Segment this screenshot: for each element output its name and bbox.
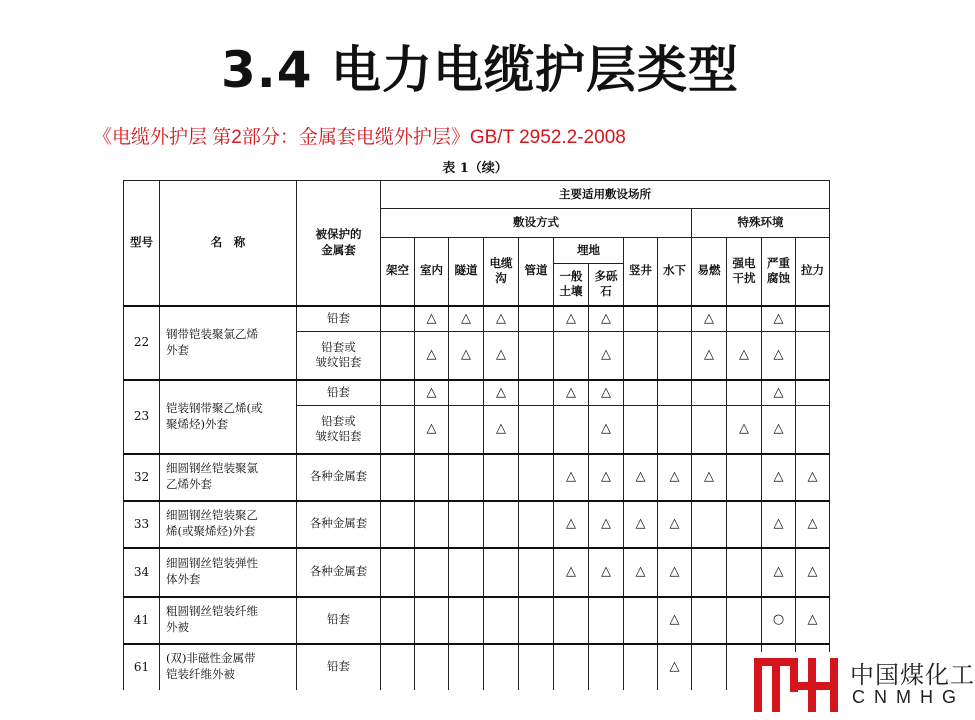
cell-sheath-line: 铅套: [327, 659, 350, 674]
header-protected-sheath: 被保护的 金属套: [297, 181, 381, 306]
table-header: [124, 181, 830, 306]
cell-mark: △: [692, 306, 727, 332]
cell-mark: △: [589, 332, 624, 380]
cell-mark: [449, 501, 484, 548]
cell-mark: [449, 454, 484, 501]
cell-mark: [796, 332, 830, 380]
cell-mark: [381, 332, 415, 380]
cell-mark: [624, 380, 658, 406]
cell-mark: [692, 597, 727, 644]
cell-mark: [519, 406, 554, 454]
cell-name-line: 细圆钢丝铠装弹性: [166, 556, 258, 571]
table-row: [124, 454, 830, 501]
cell-mark: △: [624, 548, 658, 597]
cell-mark: [796, 406, 830, 454]
cell-mark: [519, 644, 554, 690]
cell-mark: △: [589, 501, 624, 548]
cell-name-line: 乙烯外套: [166, 477, 212, 491]
cell-name: [160, 454, 297, 501]
cell-sheath: [297, 548, 381, 597]
cell-mark: [519, 306, 554, 332]
cell-sheath: [297, 454, 381, 501]
cell-sheath-line: 各种金属套: [309, 516, 368, 531]
cell-mark: △: [589, 306, 624, 332]
cell-mark: [415, 501, 449, 548]
cell-mark: △: [484, 332, 519, 380]
cell-mark: [727, 306, 762, 332]
cell-sheath-line: 铅套或: [321, 339, 356, 354]
cell-name-line: (双)非磁性金属带: [166, 651, 256, 666]
cell-mark: [381, 380, 415, 406]
cell-mark: △: [589, 406, 624, 454]
header-tunnel: 隧道: [449, 238, 484, 306]
cell-sheath: [297, 597, 381, 644]
cell-mark: △: [449, 332, 484, 380]
cell-sheath: [297, 332, 381, 380]
cell-mark: [692, 380, 727, 406]
cell-mark: [624, 406, 658, 454]
cell-sheath-line: 皱纹铝套: [315, 355, 362, 370]
header-special-environment: 特殊环境: [692, 209, 830, 238]
cell-model: 61: [124, 644, 160, 690]
cell-mark: [381, 548, 415, 597]
cell-name-line: 铠装钢带聚乙烯(或: [166, 400, 263, 415]
cell-mark: [727, 454, 762, 501]
cell-mark: [519, 548, 554, 597]
cell-mark: [727, 501, 762, 548]
cell-mark: △: [658, 597, 692, 644]
cell-sheath-line: 各种金属套: [309, 564, 368, 579]
cell-mark: [554, 644, 589, 690]
cell-mark: [381, 406, 415, 454]
cell-mark: [415, 597, 449, 644]
cell-mark: [519, 597, 554, 644]
cell-model: 22: [124, 306, 160, 380]
cell-mark: [381, 454, 415, 501]
header-underwater: 水下: [658, 238, 692, 306]
cell-mark: △: [796, 501, 830, 548]
cable-sheath-table: [123, 180, 830, 690]
cell-mark: [658, 380, 692, 406]
cell-sheath-line: 铅套: [327, 612, 350, 627]
cell-sheath: [297, 380, 381, 406]
cell-name-line: 体外套: [166, 572, 201, 586]
cell-mark: [449, 644, 484, 690]
cell-mark: [449, 548, 484, 597]
cell-mark: [484, 454, 519, 501]
cell-mark: △: [554, 454, 589, 501]
cell-mark: △: [415, 406, 449, 454]
cell-name-line: 钢带铠装聚氯乙烯: [166, 326, 258, 341]
header-corrosion: 严重 腐蚀: [762, 238, 796, 306]
cell-name-line: 聚烯烃)外套: [166, 416, 228, 431]
cell-mark: △: [415, 380, 449, 406]
header-model: 型号: [124, 181, 160, 306]
cell-mark: [692, 406, 727, 454]
cell-mark: △: [554, 501, 589, 548]
cell-name: [160, 548, 297, 597]
cell-name-line: 细圆钢丝铠装聚氯: [166, 461, 258, 476]
cell-mark: △: [727, 406, 762, 454]
header-gravel: 多砾 石: [589, 264, 624, 306]
cell-mark: [484, 644, 519, 690]
logo-chinese-text: 中国煤化工: [850, 661, 975, 689]
cell-mark: △: [658, 501, 692, 548]
header-flammable: 易燃: [692, 238, 727, 306]
cell-mark: △: [624, 501, 658, 548]
cell-mark: [554, 597, 589, 644]
cell-name-line: 外被: [166, 620, 189, 634]
cell-mark: [554, 332, 589, 380]
cell-mark: △: [415, 332, 449, 380]
cell-mark: [589, 597, 624, 644]
header-indoor: 室内: [415, 238, 449, 306]
table-row: [124, 501, 830, 548]
cell-model: 41: [124, 597, 160, 644]
cell-mark: [624, 597, 658, 644]
header-cable-trench: 电缆 沟: [484, 238, 519, 306]
header-aerial: 架空: [381, 238, 415, 306]
cell-mark: △: [796, 548, 830, 597]
cell-mark: △: [484, 380, 519, 406]
cell-mark: [415, 454, 449, 501]
cell-mark: [658, 332, 692, 380]
table-row: [124, 644, 830, 690]
cell-mark: [381, 501, 415, 548]
table-row: [124, 548, 830, 597]
cell-sheath-line: 各种金属套: [309, 469, 368, 484]
cell-mark: △: [762, 501, 796, 548]
cell-mark: △: [589, 548, 624, 597]
cell-mark: △: [554, 548, 589, 597]
cell-model: 32: [124, 454, 160, 501]
cell-mark: △: [484, 306, 519, 332]
cell-mark: [692, 501, 727, 548]
cell-mark: △: [692, 332, 727, 380]
cell-mark: [658, 306, 692, 332]
cell-mark: [484, 501, 519, 548]
cell-mark: △: [762, 454, 796, 501]
cell-mark: △: [554, 380, 589, 406]
header-duct: 管道: [519, 238, 554, 306]
cell-sheath-line: 铅套或: [321, 413, 356, 428]
cell-model: 33: [124, 501, 160, 548]
cell-sheath-line: 铅套: [327, 384, 350, 399]
cell-mark: △: [589, 380, 624, 406]
page-title: 3.4 电力电缆护层类型: [221, 41, 739, 99]
table-row: [124, 380, 830, 406]
logo-english-text: CNMHG: [852, 687, 965, 707]
cell-sheath-line: 铅套: [327, 310, 350, 325]
cell-mark: △: [658, 454, 692, 501]
cell-mark: [692, 644, 727, 690]
header-general-soil: 一般 土壤: [554, 264, 589, 306]
cell-sheath: [297, 306, 381, 332]
cell-sheath: [297, 406, 381, 454]
cell-mark: ○: [762, 597, 796, 644]
table-row: [124, 597, 830, 644]
header-laying-method: 敷设方式: [381, 209, 692, 238]
cell-name: [160, 597, 297, 644]
cell-mark: △: [624, 454, 658, 501]
cell-mark: [658, 406, 692, 454]
cell-mark: △: [484, 406, 519, 454]
cell-sheath: [297, 644, 381, 690]
cell-mark: [554, 406, 589, 454]
cell-name-line: 铠装纤维外被: [166, 667, 235, 681]
cell-mark: [415, 644, 449, 690]
header-shaft: 竖井: [624, 238, 658, 306]
cell-mark: [796, 380, 830, 406]
cell-mark: [484, 548, 519, 597]
cell-mark: [415, 548, 449, 597]
header-name: 名 称: [160, 181, 297, 306]
cell-mark: △: [762, 306, 796, 332]
cnmhg-logo-mark: [752, 652, 844, 714]
cell-mark: △: [796, 454, 830, 501]
cell-mark: △: [554, 306, 589, 332]
cell-mark: [381, 597, 415, 644]
cell-name: [160, 380, 297, 454]
cell-name: [160, 501, 297, 548]
cell-mark: [624, 332, 658, 380]
cell-mark: [449, 380, 484, 406]
header-main-places: 主要适用敷设场所: [381, 181, 830, 209]
table-body: [124, 306, 830, 690]
cell-mark: △: [762, 332, 796, 380]
cell-mark: △: [658, 644, 692, 690]
cell-sheath: [297, 501, 381, 548]
cell-mark: △: [762, 406, 796, 454]
cell-mark: [727, 548, 762, 597]
cell-mark: △: [415, 306, 449, 332]
cell-mark: [589, 644, 624, 690]
cell-mark: △: [589, 454, 624, 501]
cell-mark: [381, 306, 415, 332]
standard-reference: 《电缆外护层 第2部分：金属套电缆外护层》GB/T 2952.2-2008: [93, 127, 626, 148]
cell-mark: [381, 644, 415, 690]
cell-name-line: 细圆钢丝铠装聚乙: [166, 508, 258, 523]
cell-mark: [624, 306, 658, 332]
cell-mark: △: [449, 306, 484, 332]
cell-mark: [519, 454, 554, 501]
cell-mark: △: [692, 454, 727, 501]
cell-mark: [484, 597, 519, 644]
cell-mark: △: [762, 548, 796, 597]
table-row: [124, 306, 830, 332]
table-caption: 表 1（续）: [442, 161, 508, 176]
cell-mark: [449, 597, 484, 644]
cell-name: [160, 644, 297, 690]
cnmhg-logo: [752, 652, 975, 714]
cell-mark: [449, 406, 484, 454]
cell-name-line: 外套: [166, 342, 189, 357]
cell-mark: △: [658, 548, 692, 597]
cell-name-line: 烯(或聚烯烃)外套: [166, 524, 256, 538]
header-interference: 强电 干扰: [727, 238, 762, 306]
header-buried: 埋地: [554, 238, 624, 264]
cell-mark: [519, 501, 554, 548]
cell-sheath-line: 皱纹铝套: [315, 429, 362, 444]
cell-mark: [796, 306, 830, 332]
cell-mark: △: [762, 380, 796, 406]
cell-mark: [727, 597, 762, 644]
header-tension: 拉力: [796, 238, 830, 306]
cell-mark: [519, 380, 554, 406]
cell-mark: [624, 644, 658, 690]
cell-mark: [692, 548, 727, 597]
cell-mark: [727, 380, 762, 406]
cell-mark: △: [727, 332, 762, 380]
cell-name-line: 粗圆钢丝铠装纤维: [166, 604, 258, 619]
cell-mark: [519, 332, 554, 380]
cell-name: [160, 306, 297, 380]
cell-model: 34: [124, 548, 160, 597]
cell-model: 23: [124, 380, 160, 454]
cell-mark: △: [796, 597, 830, 644]
